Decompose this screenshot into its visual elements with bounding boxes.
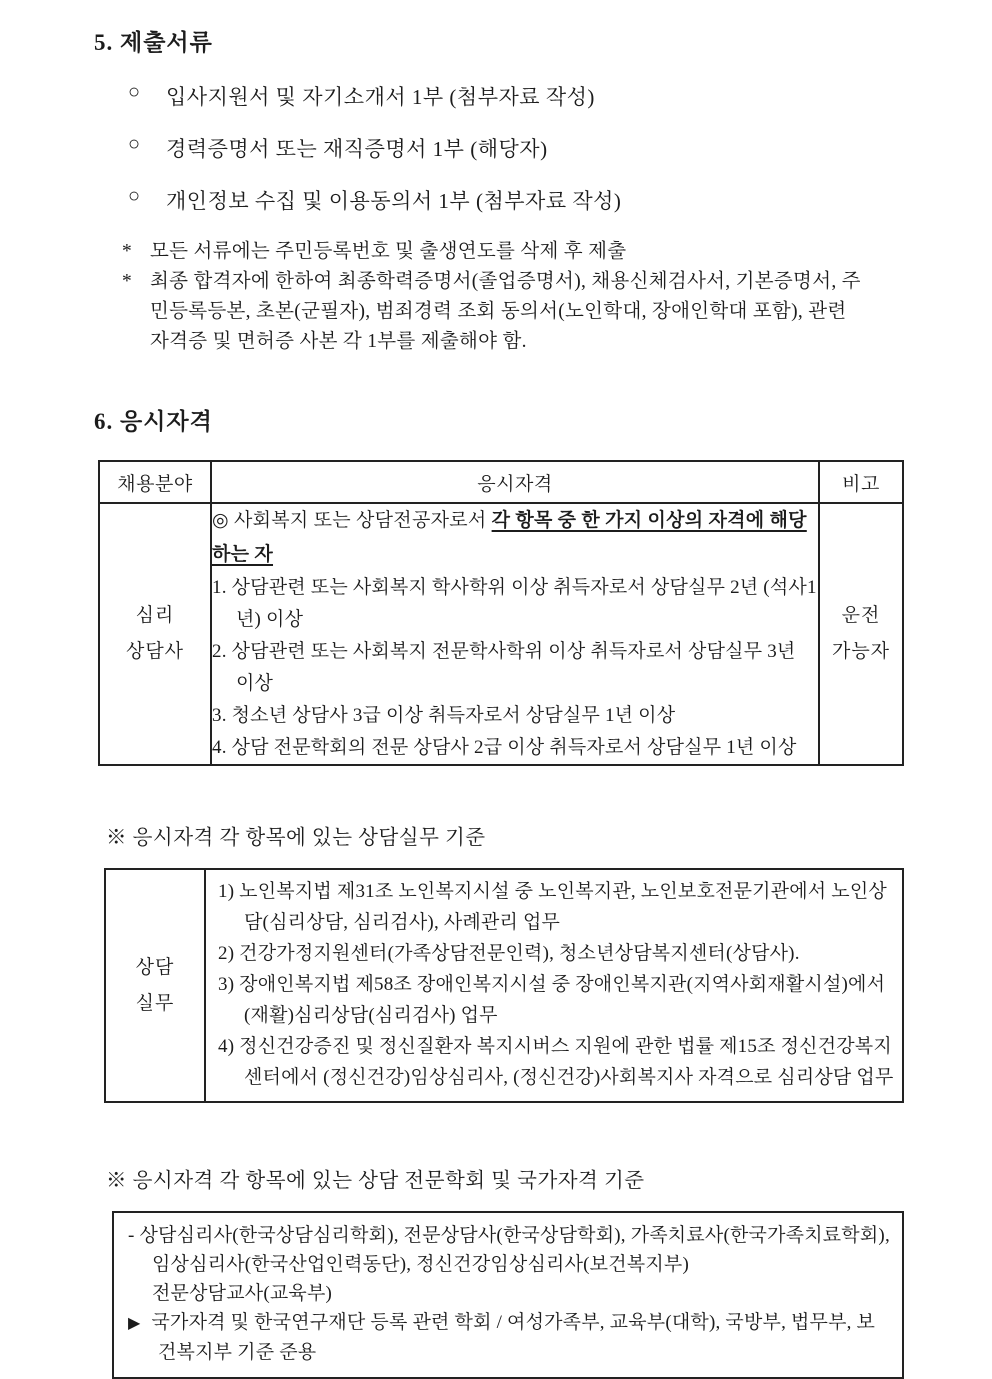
section-association-criteria [94,1163,906,1379]
qualification-item: 4. 상담 전문학회의 전문 상담사 2급 이상 취득자로서 상담실무 1년 이상 [212,737,797,758]
practice-criteria-table [104,868,904,1103]
remarks-line: 가능자 [831,641,891,662]
section-5-heading: 5. 제출서류 [94,30,213,55]
intro-emphasis: 각 항목 중 한 가지 이상의 자격에 해당하는 자 [212,510,807,565]
national-qualification-item [128,1308,892,1367]
right-triangle-icon: ▶ [128,1315,141,1332]
association-list-text: 상담심리사(한국상담심리학회), 전문상담사(한국상담학회), 가족치료사(한국가족치료학회), 임상심리사(한국산업인력동단), 정신건강임상심리사(보건복지부) [139,1225,890,1275]
circle-bullet-icon: ○ [128,133,141,155]
qualification-table [98,460,904,766]
dash-marker: - [128,1225,135,1246]
field-cell [105,869,205,1102]
column-header-field: 채용분야 [99,461,211,503]
section-6-heading: 6. 응시자격 [94,409,213,434]
circle-bullet-icon: ○ [128,185,141,207]
submission-notes [122,237,906,357]
note-item [122,267,906,357]
criteria-item: 2) 건강가정지원센터(가족상담전문인력), 청소년상담복지센터(상담사). [218,943,800,964]
practice-criteria-heading: ※ 응시자격 각 항목에 있는 상담실무 기준 [106,827,486,849]
association-criteria-box [112,1211,904,1379]
list-item [128,185,906,215]
section-practice-criteria [94,820,906,1103]
asterisk-marker: * [122,241,133,262]
section-submission-documents [94,24,906,357]
qualification-cell [211,503,819,765]
note-text: 모든 서류에는 주민등록번호 및 출생연도를 삭제 후 제출 [150,241,627,262]
qualification-item: 2. 상담관련 또는 사회복지 전문학사학위 이상 취득자로서 상담실무 3년 이상 [212,641,796,694]
intro-prefix: 사회복지 또는 상담전공자로서 [233,510,492,531]
association-list-item [128,1221,892,1279]
criteria-cell [205,869,903,1102]
asterisk-marker: * [122,271,133,292]
association-list-continuation: 전문상담교사(교육부) [152,1283,333,1304]
qualification-intro [212,504,818,572]
list-item [128,133,906,163]
field-line: 심리 [135,605,175,626]
remarks-line: 운전 [841,605,881,626]
criteria-item: 1) 노인복지법 제31조 노인복지시설 중 노인복지관, 노인보호전문기관에서 노인상담(심리상담, 심리검사), 사례관리 업무 [218,881,887,933]
note-item [122,237,906,267]
qualification-item: 3. 청소년 상담사 3급 이상 취득자로서 상담실무 1년 이상 [212,705,676,726]
list-item-text: 개인정보 수집 및 이용동의서 1부 (첨부자료 작성) [166,189,622,213]
association-criteria-heading: ※ 응시자격 각 항목에 있는 상담 전문학회 및 국가자격 기준 [106,1170,645,1192]
field-line: 실무 [135,992,175,1014]
submission-document-list [128,81,906,215]
double-circle-icon: ◎ [212,510,229,531]
column-header-qualification: 응시자격 [211,461,819,503]
criteria-item: 3) 장애인복지법 제58조 장애인복지시설 중 장애인복지관(지역사회재활시설)에서 (재활)심리상담(심리검사) 업무 [218,974,886,1026]
circle-bullet-icon: ○ [128,81,141,103]
criteria-item: 4) 정신건강증진 및 정신질환자 복지시버스 지원에 관한 법률 제15조 정신건강복지센터에서 (정신건강)임상심리사, (정신건강)사회복지사 자격으로 심리상담 업무 [218,1036,894,1088]
remarks-cell [819,503,903,765]
note-text: 최종 합격자에 한하여 최종학력증명서(졸업증명서), 채용신체검사서, 기본증명서, 주민등록등본, 초본(군필자), 범죄경력 조회 동의서(노인학대, 장애인학대 포함), 관련 자격증 및 면허증 사본 각 1부를 제출해야 함. [150,271,861,352]
table-row [99,503,903,765]
national-qualification-text: 국가자격 및 한국연구재단 등록 관련 학회 / 여성가족부, 교육부(대학), 국방부, 법무부, 보건복지부 기준 준용 [151,1312,876,1363]
table-header-row [99,461,903,503]
column-header-remarks: 비고 [819,461,903,503]
list-item [128,81,906,111]
section-application-qualifications [94,403,906,766]
list-item-text: 경력증명서 또는 재직증명서 1부 (해당자) [166,137,548,161]
field-line: 상담 [135,956,175,978]
list-item-text: 입사지원서 및 자기소개서 1부 (첨부자료 작성) [166,85,595,109]
table-row [105,869,903,1102]
field-line: 상담사 [125,641,185,662]
qualification-item: 1. 상담관련 또는 사회복지 학사학위 이상 취득자로서 상담실무 2년 (석사1년) 이상 [212,577,817,630]
field-cell [99,503,211,765]
